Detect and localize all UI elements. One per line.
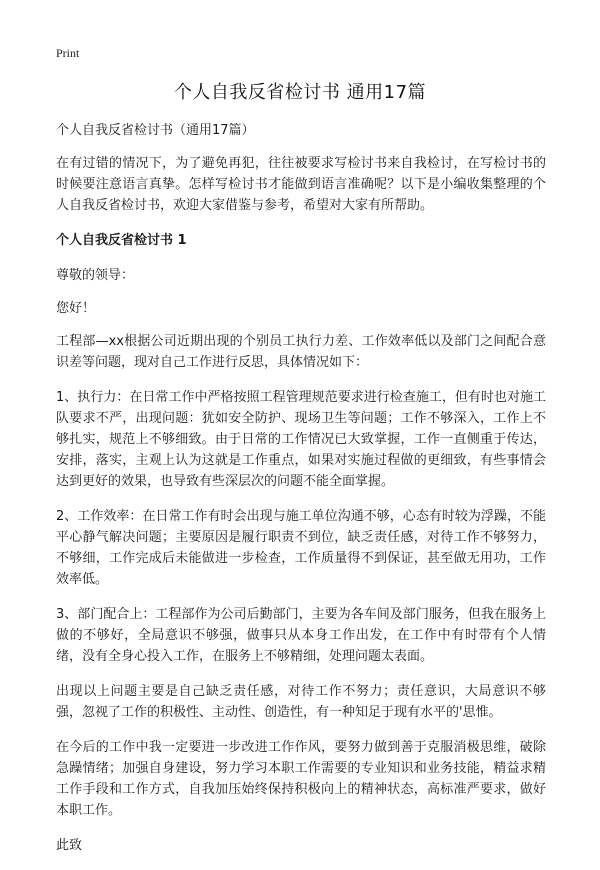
body-paragraph: 2、工作效率：在日常工作有时会出现与施工单位沟通不够，心态有时较为浮躁，不能平心静气解决问题；主要原因是履行职责不到位，缺乏责任感，对待工作不够努力，不够细，工作完成后未能做进一步检查，工作质量得不到保证，甚至做无用功，工作效率低。 [56, 509, 546, 587]
document-body [56, 120, 546, 870]
body-paragraph: 出现以上问题主要是自己缺乏责任感，对待工作不努力；责任意识，大局意识不够强，忽视了工作的积极性、主动性、创造性，有一种知足于现有水平的'思惟。 [56, 684, 546, 720]
document-subtitle: 个人自我反省检讨书（通用17篇） [56, 123, 255, 138]
section-heading: 个人自我反省检讨书 1 [56, 233, 187, 248]
body-paragraph: 1、执行力：在日常工作中严格按照工程管理规范要求进行检查施工，但有时也对施工队要求不严，出现问题：犹如安全防护、现场卫生等问题；工作不够深入，工作上不够扎实，规范上不够细致。由于日常的工作情况已大致掌握，工作一直侧重于传达，安排，落实，主观上认为这就是工作重点，如果对实施过程做的更细致，有些事情会达到更好的效果，也导致有些深层次的问题不能全面掌握。 [56, 390, 546, 489]
greeting: 您好！ [56, 301, 96, 316]
intro-paragraph: 在有过错的情况下，为了避免再犯，往往被要求写检讨书来自我检讨，在写检讨书的时候要注意语言真挚。怎样写检讨书才能做到语言准确呢？以下是小编收集整理的个人自我反省检讨书，欢迎大家借鉴与参考，希望对大家有所帮助。 [56, 156, 546, 213]
document-title: 个人自我反省检讨书 通用17篇 [173, 82, 427, 103]
print-label: Print [56, 46, 80, 60]
body-paragraph: 3、部门配合上：工程部作为公司后勤部门，主要为各车间及部门服务，但我在服务上做的不够好，全局意识不够强，做事只从本身工作出发，在工作中有时带有个人情绪，没有全身心投入工作，在服务上不够精细，处理问题太表面。 [56, 607, 546, 664]
salutation: 尊敬的领导： [56, 268, 135, 283]
body-paragraph: 工程部—xx根据公司近期出现的个别员工执行力差、工作效率低以及部门之间配合意识差等问题，现对自己工作进行反思，具体情况如下： [56, 334, 546, 370]
closing: 此致 [56, 838, 83, 853]
body-paragraph: 在今后的工作中我一定要进一步改进工作作风，要努力做到善于克服消极思维，破除急躁情绪；加强自身建设，努力学习本职工作需要的专业知识和业务技能，精益求精工作手段和工作方式，自我加压始终保持积极向上的精神状态，高标准严要求，做好本职工作。 [56, 740, 546, 818]
